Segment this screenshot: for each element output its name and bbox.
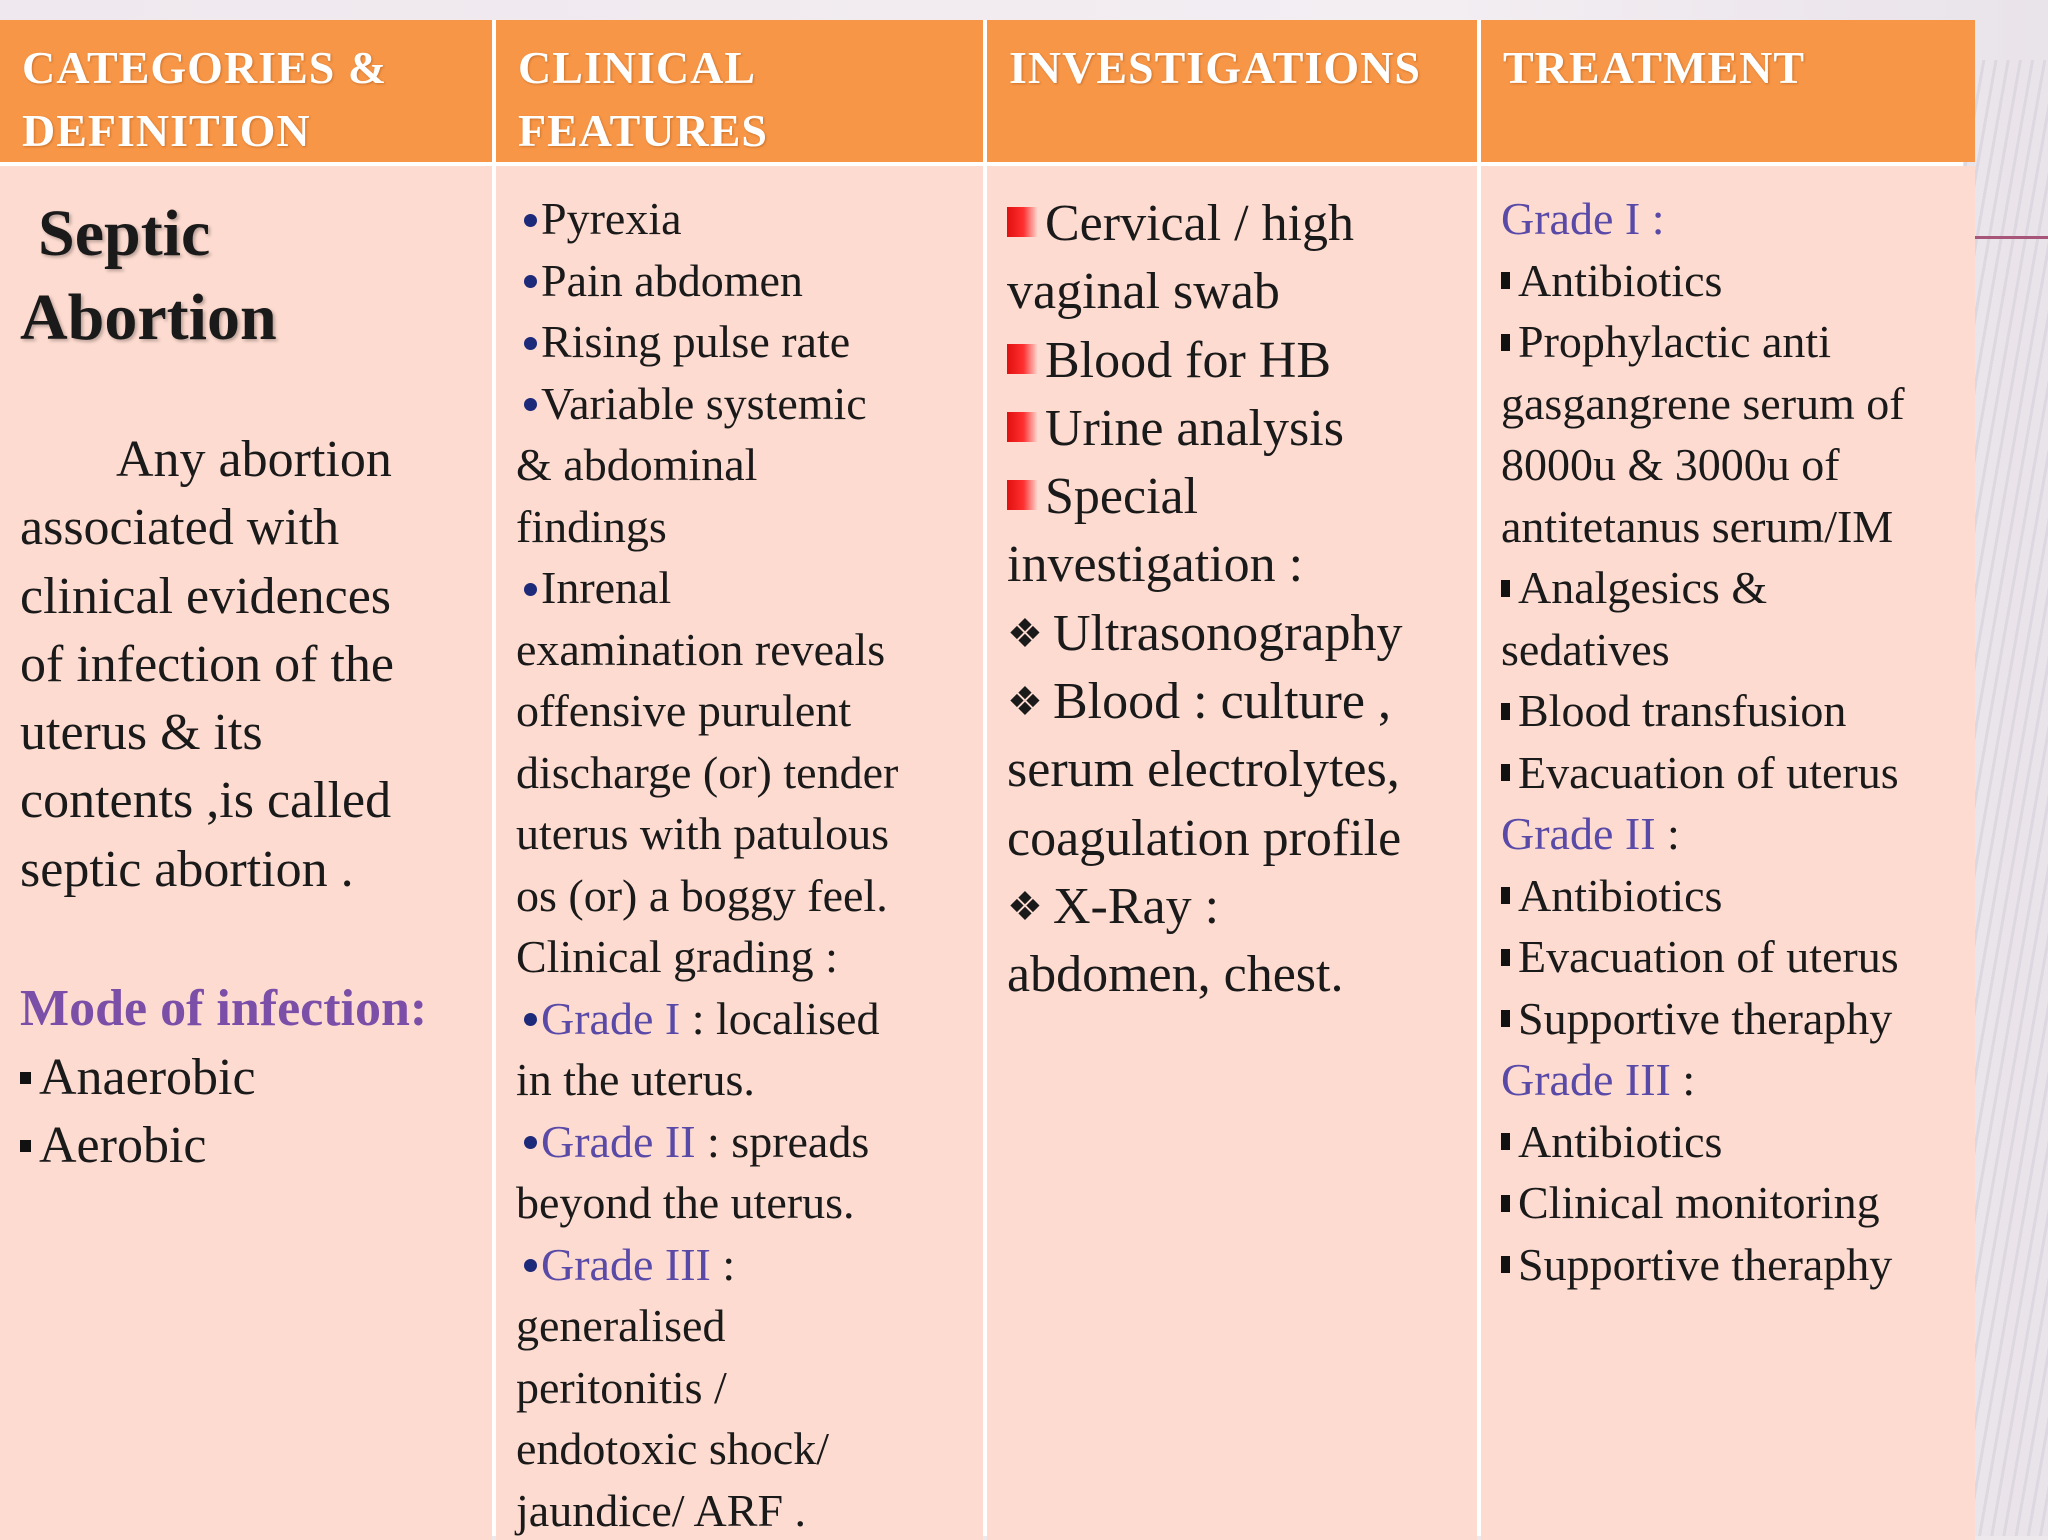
cell-investigations [987,166,1477,1540]
square-bullet-icon [1501,1133,1510,1150]
investigation-item [1007,463,1477,531]
investigation-label: Cervical / high [1045,195,1354,252]
feature-item [516,373,983,435]
treatment-label: Clinical monitoring [1518,1177,1880,1228]
feature-label: Variable systemic [541,378,867,429]
septic-abortion-table [0,20,1963,1536]
dot-bullet-icon [524,1013,537,1026]
feature-item [516,250,983,312]
investigation-item [1007,327,1477,395]
treatment-item [1501,1111,1975,1173]
investigation-continuation: investigation : [1007,531,1477,599]
square-bullet-icon [1501,764,1510,781]
mode-item-label: Aerobic [39,1117,206,1174]
grade-item [516,1234,983,1296]
treatment-label: Antibiotics [1518,870,1722,921]
header-categories [0,20,492,162]
red-square-bullet-icon [1007,480,1037,510]
red-square-bullet-icon [1007,412,1037,442]
treatment-item [1501,557,1975,619]
treatment-label: Evacuation of uterus [1518,931,1899,982]
feature-continuation: Clinical grading : [516,926,983,988]
definition-line: contents ,is called [20,767,492,835]
grade-text: : spreads [696,1116,870,1167]
grade-item [516,1111,983,1173]
grade-colon: : [1671,1054,1695,1105]
red-square-bullet-icon [1007,207,1037,237]
grade-text: : [711,1239,735,1290]
grade-label: Grade I [541,993,680,1044]
treatment-grade-heading [1501,803,1975,865]
diamond-bullet-icon: ❖ [1007,614,1047,654]
investigation-continuation: abdomen, chest. [1007,941,1477,1009]
feature-continuation: & abdominal [516,434,983,496]
treatment-item [1501,1172,1975,1234]
definition-line: clinical evidences [20,563,492,631]
investigation-continuation: coagulation profile [1007,805,1477,873]
cell-treatment [1481,166,1975,1540]
dot-bullet-icon [524,1259,537,1272]
square-bullet-icon [1501,334,1510,351]
feature-label: Pyrexia [541,193,682,244]
treatment-item [1501,1234,1975,1296]
treatment-grade-heading [1501,1049,1975,1111]
category-title: Septic [20,192,492,276]
treatment-item [1501,680,1975,742]
grade-continuation: peritonitis / [516,1357,983,1419]
mode-item [20,1112,492,1180]
diamond-bullet-icon: ❖ [1007,887,1047,927]
treatment-label: Supportive theraphy [1518,993,1892,1044]
feature-item [516,188,983,250]
grade-item [516,988,983,1050]
investigation-continuation: serum electrolytes, [1007,736,1477,804]
investigation-label: Urine analysis [1045,400,1344,457]
treatment-label: Analgesics & [1518,562,1767,613]
grade-text: : localised [680,993,879,1044]
square-bullet-icon [20,1140,31,1152]
grade-continuation: endotoxic shock/ [516,1418,983,1480]
treatment-label: Evacuation of uterus [1518,747,1899,798]
grade-continuation: beyond the uterus. [516,1172,983,1234]
investigation-label: Blood for HB [1045,332,1331,389]
dot-bullet-icon [524,337,537,350]
feature-label: Pain abdomen [541,255,803,306]
header-investigations [987,20,1477,162]
dot-bullet-icon [524,583,537,596]
header-text: CLINICAL [518,36,963,99]
square-bullet-icon [1501,703,1510,720]
header-text: INVESTIGATIONS [1009,36,1457,99]
definition-line: Any abortion [20,426,492,494]
grade-label: Grade II [1501,808,1656,859]
investigation-subitem [1007,873,1477,941]
treatment-item [1501,988,1975,1050]
treatment-item [1501,865,1975,927]
square-bullet-icon [1501,1256,1510,1273]
investigation-item [1007,190,1477,258]
treatment-label: Prophylactic anti [1518,316,1831,367]
feature-continuation: discharge (or) tender [516,742,983,804]
treatment-grade-heading: Grade I : [1501,188,1975,250]
definition-line: of infection of the [20,631,492,699]
definition-line: septic abortion . [20,836,492,904]
square-bullet-icon [1501,580,1510,597]
treatment-item [1501,311,1975,373]
feature-continuation: os (or) a boggy feel. [516,865,983,927]
header-treatment [1481,20,1975,162]
square-bullet-icon [1501,1010,1510,1027]
feature-label: Inrenal [541,562,671,613]
treatment-continuation: 8000u & 3000u of [1501,434,1975,496]
treatment-label: Blood transfusion [1518,685,1846,736]
treatment-continuation: antitetanus serum/IM [1501,496,1975,558]
treatment-label: Supportive theraphy [1518,1239,1892,1290]
definition-text [20,426,492,904]
investigation-subitem [1007,600,1477,668]
feature-item [516,557,983,619]
red-square-bullet-icon [1007,344,1037,374]
investigation-label: X-Ray : [1053,878,1219,935]
treatment-continuation: sedatives [1501,619,1975,681]
definition-line: associated with [20,494,492,562]
cell-categories [0,166,492,1540]
mode-item-label: Anaerobic [39,1049,256,1106]
header-text: FEATURES [518,99,963,162]
decorative-line [1966,236,2048,239]
feature-label: Rising pulse rate [541,316,850,367]
header-text: CATEGORIES & [22,36,472,99]
category-title: Abortion [20,276,492,360]
grade-label: Grade II [541,1116,696,1167]
cell-clinical-features [496,166,983,1540]
header-text: DEFINITION [22,99,472,162]
grade-continuation: in the uterus. [516,1049,983,1111]
square-bullet-icon [1501,272,1510,289]
mode-item [20,1044,492,1112]
investigation-item [1007,395,1477,463]
square-bullet-icon [1501,1195,1510,1212]
grade-colon: : [1656,808,1680,859]
grade-label: Grade III [541,1239,711,1290]
investigation-label: Special [1045,468,1198,525]
feature-continuation: offensive purulent [516,680,983,742]
dot-bullet-icon [524,275,537,288]
definition-line: uterus & its [20,699,492,767]
treatment-item [1501,926,1975,988]
grade-continuation: jaundice/ ARF . [516,1480,983,1540]
feature-continuation: findings [516,496,983,558]
treatment-label: Antibiotics [1518,1116,1722,1167]
feature-continuation: uterus with patulous [516,803,983,865]
feature-continuation: examination reveals [516,619,983,681]
investigation-continuation: vaginal swab [1007,258,1477,326]
feature-item [516,311,983,373]
investigation-label: Blood : culture , [1053,673,1391,730]
header-text: TREATMENT [1503,36,1955,99]
square-bullet-icon [1501,949,1510,966]
investigation-label: Ultrasonography [1053,605,1402,662]
treatment-item [1501,250,1975,312]
diamond-bullet-icon: ❖ [1007,682,1047,722]
grade-continuation: generalised [516,1295,983,1357]
treatment-continuation: gasgangrene serum of [1501,373,1975,435]
dot-bullet-icon [524,1136,537,1149]
mode-of-infection-heading: Mode of infection: [20,974,492,1044]
investigation-subitem [1007,668,1477,736]
grade-label: Grade III [1501,1054,1671,1105]
square-bullet-icon [1501,887,1510,904]
dot-bullet-icon [524,398,537,411]
square-bullet-icon [20,1072,31,1084]
dot-bullet-icon [524,214,537,227]
header-clinical-features [496,20,983,162]
treatment-label: Antibiotics [1518,255,1722,306]
treatment-item [1501,742,1975,804]
